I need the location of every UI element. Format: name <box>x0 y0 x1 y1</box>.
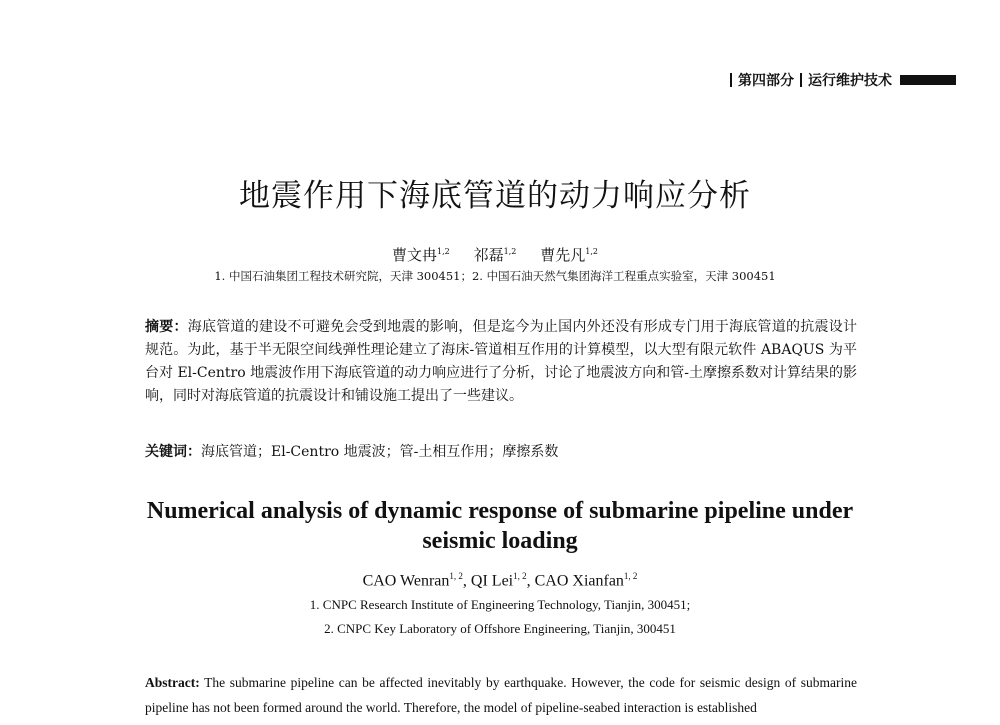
abstract-label: Abstract: <box>145 675 200 690</box>
keywords-text: 海底管道；El-Centro 地震波；管-土相互作用；摩擦系数 <box>201 444 559 460</box>
chinese-keywords <box>145 441 857 461</box>
author-name: CAO Xianfan <box>534 572 624 590</box>
author-name: 祁磊 <box>473 246 504 264</box>
author-affiliation-mark: 1, 2 <box>623 571 638 581</box>
header-section: 运行维护技术 <box>808 73 892 89</box>
english-affiliation-2: 2. CNPC Key Laboratory of Offshore Engineering, Tianjin, 300451 <box>324 621 676 636</box>
author-affiliation-mark: 1,2 <box>437 247 450 256</box>
author-name: CAO Wenran <box>362 572 450 590</box>
header-block-mark <box>900 75 956 85</box>
english-abstract <box>145 670 857 720</box>
header-part: 第四部分 <box>738 73 794 89</box>
english-title: Numerical analysis of dynamic response of submarine pipeline under seismic loading <box>146 498 854 554</box>
author-affiliation-mark: 1, 2 <box>449 571 463 581</box>
chinese-authors <box>0 244 990 265</box>
author-name: 曹文冉 <box>392 246 438 264</box>
chinese-title: 地震作用下海底管道的动力响应分析 <box>239 178 751 214</box>
header-divider <box>730 73 732 87</box>
author-affiliation-mark: 1,2 <box>503 247 517 256</box>
chinese-abstract <box>145 316 857 408</box>
abstract-text: 海底管道的建设不可避免会受到地震的影响，但是迄今为止国内外还没有形成专门用于海底管道的抗震设计规范。为此，基于半无限空间线弹性理论建立了海床-管道相互作用的计算模型，以大型有限元软件 ABAQUS 为平台对 El-Centro 地震波作用下海底管道的动力响应进行了分析，讨论了地震波方向和管-土摩擦系数对计算结果的影响，同时对海底管道的抗震设计和铺设施工提出了一些建议。 <box>145 319 858 404</box>
header-divider <box>800 73 802 87</box>
author-name: QI Lei <box>470 572 514 590</box>
chinese-affiliation: 1. 中国石油集团工程技术研究院，天津 300451；2. 中国石油天然气集团海洋工程重点实验室，天津 300451 <box>214 269 776 283</box>
author-affiliation-mark: 1, 2 <box>513 571 527 581</box>
running-header <box>730 70 956 90</box>
author-affiliation-mark: 1,2 <box>585 247 598 256</box>
abstract-text: The submarine pipeline can be affected inevitably by earthquake. However, the code for seismic design of submarine pipeline has not been formed around the world. Therefore, the model of pipeline-seabed interaction is established <box>145 675 857 715</box>
abstract-label: 摘要： <box>145 319 188 335</box>
keywords-label: 关键词： <box>145 444 201 460</box>
author-name: 曹先凡 <box>540 246 586 264</box>
english-authors: CAO Wenran$^{1, 2}$, QI Lei$^{1, 2}$, CAO Xianfan$^{1, 2}$ <box>362 571 638 590</box>
english-affiliation-1: 1. CNPC Research Institute of Engineering Technology, Tianjin, 300451; <box>309 597 691 612</box>
